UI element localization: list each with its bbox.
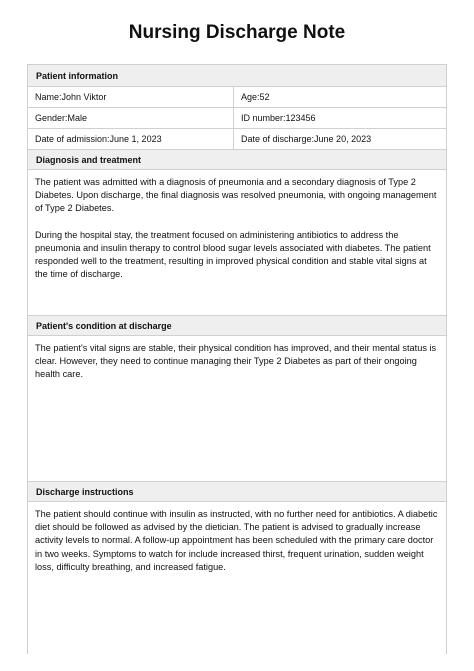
section-header-diagnosis: Diagnosis and treatment (28, 150, 446, 170)
patient-id-number: ID number:123456 (241, 113, 316, 123)
patient-age: Age:52 (241, 92, 270, 102)
treatment-paragraph: During the hospital stay, the treatment focused on administering antibiotics to address the pneumonia and insulin therapy to control blood sugar levels associated with diabetes. The patient responded well to the treatment, resulting in improved physical condition and stable vital signs at the time of discharge. (35, 229, 431, 280)
diagnosis-body (28, 170, 446, 316)
info-row (28, 108, 446, 129)
patient-name: Name:John Viktor (28, 87, 234, 107)
discharge-form (27, 64, 447, 654)
diagnosis-paragraph: The patient was admitted with a diagnosis of pneumonia and a secondary diagnosis of Type 2 Diabetes. Upon discharge, the final diagnosis was resolved pneumonia, with ongoing management of Type 2 Diabetes. (35, 177, 437, 214)
date-of-discharge: Date of discharge:June 20, 2023 (241, 134, 372, 144)
info-row (28, 129, 446, 150)
patient-gender: Gender:Male (28, 108, 234, 128)
info-row (28, 87, 446, 108)
section-header-patient-information: Patient information (28, 65, 446, 87)
page-title: Nursing Discharge Note (128, 22, 346, 43)
section-header-condition: Patient's condition at discharge (28, 316, 446, 336)
condition-body (28, 336, 446, 482)
date-of-admission: Date of admission:June 1, 2023 (28, 129, 234, 149)
instructions-body (28, 502, 446, 642)
section-header-instructions: Discharge instructions (28, 482, 446, 502)
condition-paragraph: The patient's vital signs are stable, their physical condition has improved, and their mental status is clear. However, they need to continue managing their Type 2 Diabetes as part of their ongoing health care. (35, 343, 437, 380)
instructions-paragraph: The patient should continue with insulin as instructed, with no further need for antibiotics. A diabetic diet should be followed as advised by the dietician. The patient is advised to gradually increase activity levels to normal. A follow-up appointment has been scheduled with the primary care doctor in two weeks. Symptoms to watch for include increased thirst, frequent urination, sudden weight loss, difficulty breathing, and increased fatigue. (35, 509, 438, 572)
